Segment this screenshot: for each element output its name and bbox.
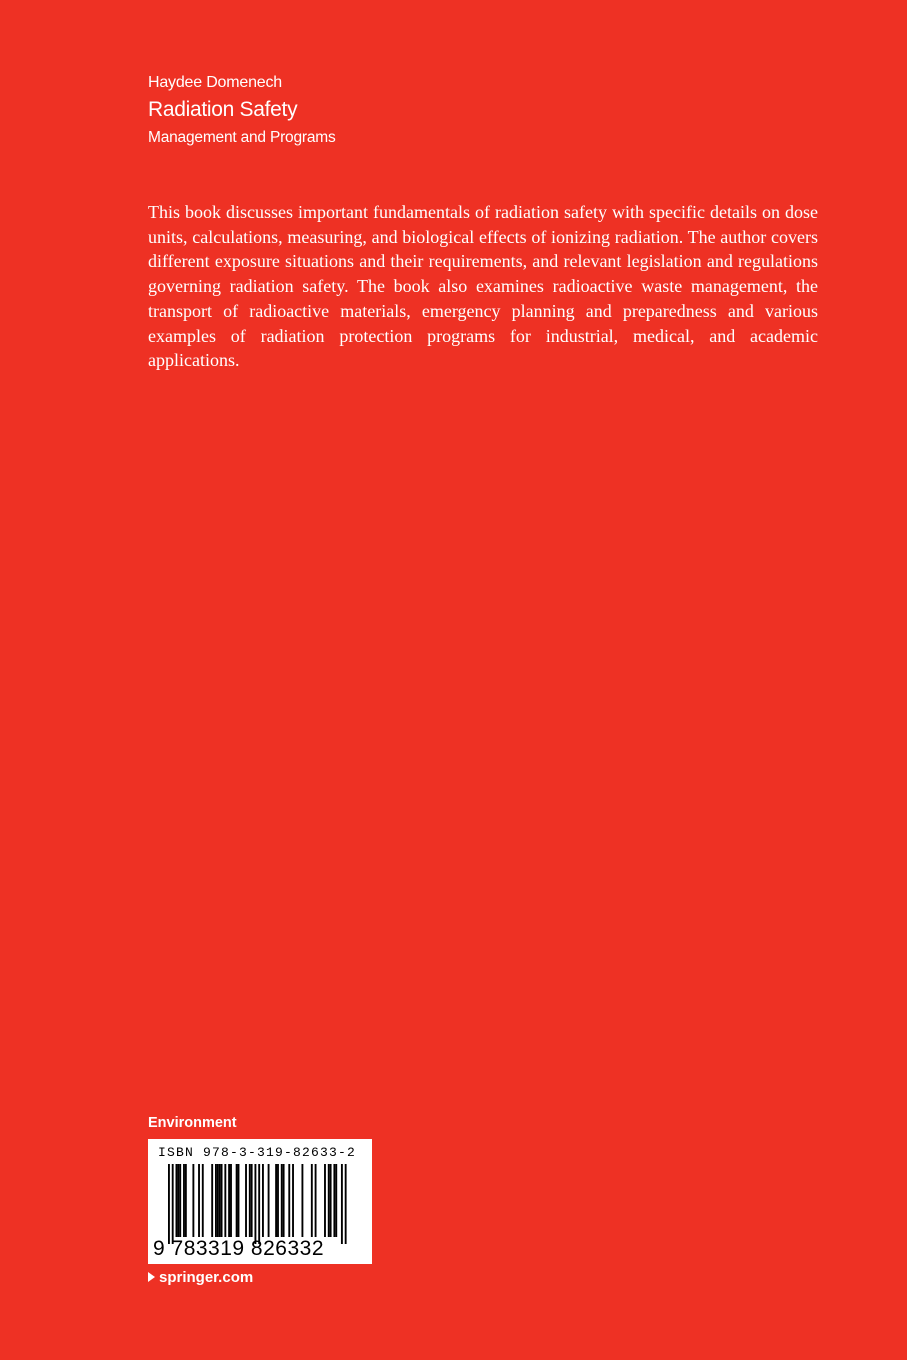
barcode-bar <box>292 1164 294 1237</box>
barcode-bar <box>288 1164 290 1237</box>
barcode-bar <box>341 1164 343 1244</box>
barcode-bar <box>179 1164 181 1237</box>
barcode-bar <box>254 1164 256 1244</box>
barcode-bar <box>236 1164 238 1237</box>
barcode-bar <box>230 1164 232 1237</box>
barcode-bar <box>177 1164 179 1237</box>
barcode-bar <box>168 1164 170 1244</box>
category-label: Environment <box>148 1115 237 1131</box>
barcode-bar <box>324 1164 326 1237</box>
barcode-bar <box>221 1164 223 1237</box>
barcode-bar <box>311 1164 313 1237</box>
barcode-bar <box>262 1164 264 1237</box>
barcode-bar <box>333 1164 335 1237</box>
barcode-bar <box>217 1164 219 1237</box>
barcode-bar <box>172 1164 174 1244</box>
barcode-bar <box>238 1164 240 1237</box>
triangle-right-icon <box>148 1272 155 1282</box>
barcode-bar <box>301 1164 303 1237</box>
barcode-bar <box>275 1164 277 1237</box>
barcode-bar <box>245 1164 247 1237</box>
barcode-bar <box>224 1164 226 1237</box>
publisher-link[interactable] <box>148 1268 253 1288</box>
book-title: Radiation Safety <box>148 98 298 121</box>
barcode-bar <box>283 1164 285 1237</box>
book-description: This book discusses important fundamentals of radiation safety with specific details on dose units, calculations, measuring, and biological effects of ionizing radiation. The author covers different exposure situations and their requirements, and relevant legislation and regulations governing radiation safety. The book also examines radioactive waste management, the transport of radioactive materials, emergency planning and preparedness and various examples of radiation protection programs for industrial, medical, and academic applications. <box>148 202 818 371</box>
barcode-bar <box>249 1164 251 1237</box>
author-name: Haydee Domenech <box>148 74 282 91</box>
barcode-bar <box>198 1164 200 1237</box>
book-subtitle: Management and Programs <box>148 129 336 146</box>
barcode-bar <box>258 1164 260 1244</box>
isbn-barcode <box>148 1139 372 1264</box>
barcode-bar <box>328 1164 330 1237</box>
barcode-bar <box>202 1164 204 1237</box>
barcode-bar <box>192 1164 194 1237</box>
barcode-bar <box>183 1164 185 1237</box>
barcode-bar <box>335 1164 337 1237</box>
barcode-bar <box>251 1164 253 1237</box>
cover-header <box>148 72 828 149</box>
barcode-bar <box>176 1164 178 1237</box>
barcode-bar <box>277 1164 279 1237</box>
barcode-bar <box>268 1164 270 1237</box>
barcode-bar <box>215 1164 217 1237</box>
barcode-bar <box>185 1164 187 1237</box>
barcode-bar <box>281 1164 283 1237</box>
publisher-link-text: springer.com <box>159 1269 254 1286</box>
barcode-digits: 9 783319 826332 <box>153 1237 324 1260</box>
barcode-bar <box>330 1164 332 1237</box>
barcode-bar <box>315 1164 317 1237</box>
isbn-text: ISBN 978-3-319-82633-2 <box>158 1145 357 1160</box>
barcode-bar <box>228 1164 230 1237</box>
barcode-bar <box>211 1164 213 1237</box>
barcode-bar <box>219 1164 221 1237</box>
barcode-bar <box>345 1164 347 1244</box>
